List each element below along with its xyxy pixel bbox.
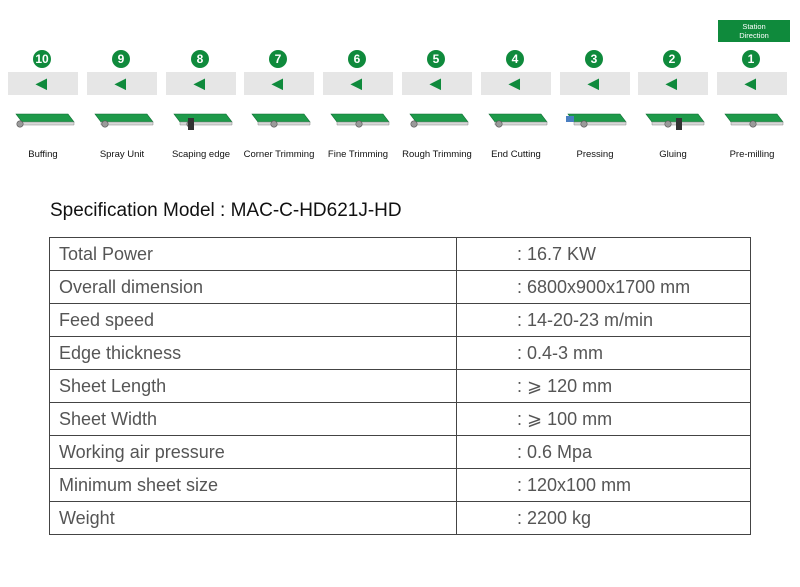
spec-key-cell: Feed speed xyxy=(50,304,457,337)
arrow-left-icon: ◀ xyxy=(745,75,756,91)
machine-unit-icon xyxy=(246,106,312,136)
spec-value-cell: : 2200 kg xyxy=(457,502,751,535)
station-number-badge: 1 xyxy=(742,50,760,68)
station-number-badge: 4 xyxy=(506,50,524,68)
spec-key-cell: Working air pressure xyxy=(50,436,457,469)
station-2 xyxy=(636,50,710,170)
station-direction-badge xyxy=(718,20,790,42)
arrow-left-icon: ◀ xyxy=(666,75,677,91)
station-number-badge: 7 xyxy=(269,50,287,68)
machine-unit-icon xyxy=(325,106,391,136)
station-label: End Cutting xyxy=(491,149,541,160)
spec-key-cell: Weight xyxy=(50,502,457,535)
direction-arrow-box xyxy=(87,72,157,95)
spec-value-cell: : 16.7 KW xyxy=(457,238,751,271)
station-label: Spray Unit xyxy=(99,149,145,160)
arrow-left-icon: ◀ xyxy=(351,75,362,91)
direction-arrow-box xyxy=(8,72,78,95)
spec-value-cell: : 0.6 Mpa xyxy=(457,436,751,469)
table-row xyxy=(50,403,751,436)
direction-arrow-box xyxy=(481,72,551,95)
station-number-badge: 6 xyxy=(348,50,366,68)
spec-key-cell: Sheet Width xyxy=(50,403,457,436)
spec-key-cell: Edge thickness xyxy=(50,337,457,370)
station-6 xyxy=(321,50,395,170)
spec-value-cell: : ⩾ 120 mm xyxy=(457,370,751,403)
spec-title: Specification Model : MAC-C-HD621J-HD xyxy=(50,200,402,221)
direction-arrow-box xyxy=(166,72,236,95)
station-number-badge: 9 xyxy=(112,50,130,68)
machine-unit-icon xyxy=(719,106,785,136)
table-row xyxy=(50,502,751,535)
station-10 xyxy=(6,50,80,170)
station-number-badge: 8 xyxy=(191,50,209,68)
arrow-left-icon: ◀ xyxy=(588,75,599,91)
machine-unit-icon xyxy=(640,106,706,136)
arrow-left-icon: ◀ xyxy=(430,75,441,91)
direction-arrow-box xyxy=(638,72,708,95)
station-label: Corner Trimming xyxy=(243,149,315,160)
station-number-badge: 2 xyxy=(663,50,681,68)
station-8 xyxy=(164,50,238,170)
station-label: Gluing xyxy=(659,149,687,160)
machine-unit-icon xyxy=(10,106,76,136)
arrow-left-icon: ◀ xyxy=(36,75,47,91)
table-row xyxy=(50,304,751,337)
station-direction-label: Station Direction xyxy=(739,22,769,40)
station-label: Scaping edge xyxy=(171,149,231,160)
direction-arrow-box xyxy=(717,72,787,95)
spec-key-cell: Minimum sheet size xyxy=(50,469,457,502)
station-label: Buffing xyxy=(28,149,58,160)
spec-key-cell: Sheet Length xyxy=(50,370,457,403)
machine-unit-icon xyxy=(404,106,470,136)
machine-unit-icon xyxy=(483,106,549,136)
station-label: Pressing xyxy=(576,149,614,160)
station-label: Fine Trimming xyxy=(327,149,389,160)
spec-value-cell: : 6800x900x1700 mm xyxy=(457,271,751,304)
station-number-badge: 10 xyxy=(33,50,51,68)
table-row xyxy=(50,469,751,502)
station-3 xyxy=(558,50,632,170)
station-label: Rough Trimming xyxy=(402,149,472,160)
spec-key-cell: Overall dimension xyxy=(50,271,457,304)
station-9 xyxy=(85,50,159,170)
spec-value-cell: : 120x100 mm xyxy=(457,469,751,502)
table-row xyxy=(50,370,751,403)
spec-key-cell: Total Power xyxy=(50,238,457,271)
spec-value-cell: : ⩾ 100 mm xyxy=(457,403,751,436)
table-row xyxy=(50,436,751,469)
station-number-badge: 5 xyxy=(427,50,445,68)
arrow-left-icon: ◀ xyxy=(115,75,126,91)
station-5 xyxy=(400,50,474,170)
machine-unit-icon xyxy=(89,106,155,136)
direction-arrow-box xyxy=(560,72,630,95)
direction-arrow-box xyxy=(323,72,393,95)
machine-unit-icon xyxy=(168,106,234,136)
station-label: Pre-milling xyxy=(729,149,775,160)
spec-value-cell: : 14-20-23 m/min xyxy=(457,304,751,337)
station-4 xyxy=(479,50,553,170)
table-row xyxy=(50,271,751,304)
direction-arrow-box xyxy=(402,72,472,95)
table-row xyxy=(50,238,751,271)
arrow-left-icon: ◀ xyxy=(272,75,283,91)
arrow-left-icon: ◀ xyxy=(194,75,205,91)
machine-unit-icon xyxy=(562,106,628,136)
spec-table xyxy=(49,237,751,535)
station-strip xyxy=(6,50,794,170)
station-1 xyxy=(715,50,789,170)
table-row xyxy=(50,337,751,370)
direction-arrow-box xyxy=(244,72,314,95)
spec-value-cell: : 0.4-3 mm xyxy=(457,337,751,370)
station-number-badge: 3 xyxy=(585,50,603,68)
arrow-left-icon: ◀ xyxy=(509,75,520,91)
station-7 xyxy=(242,50,316,170)
